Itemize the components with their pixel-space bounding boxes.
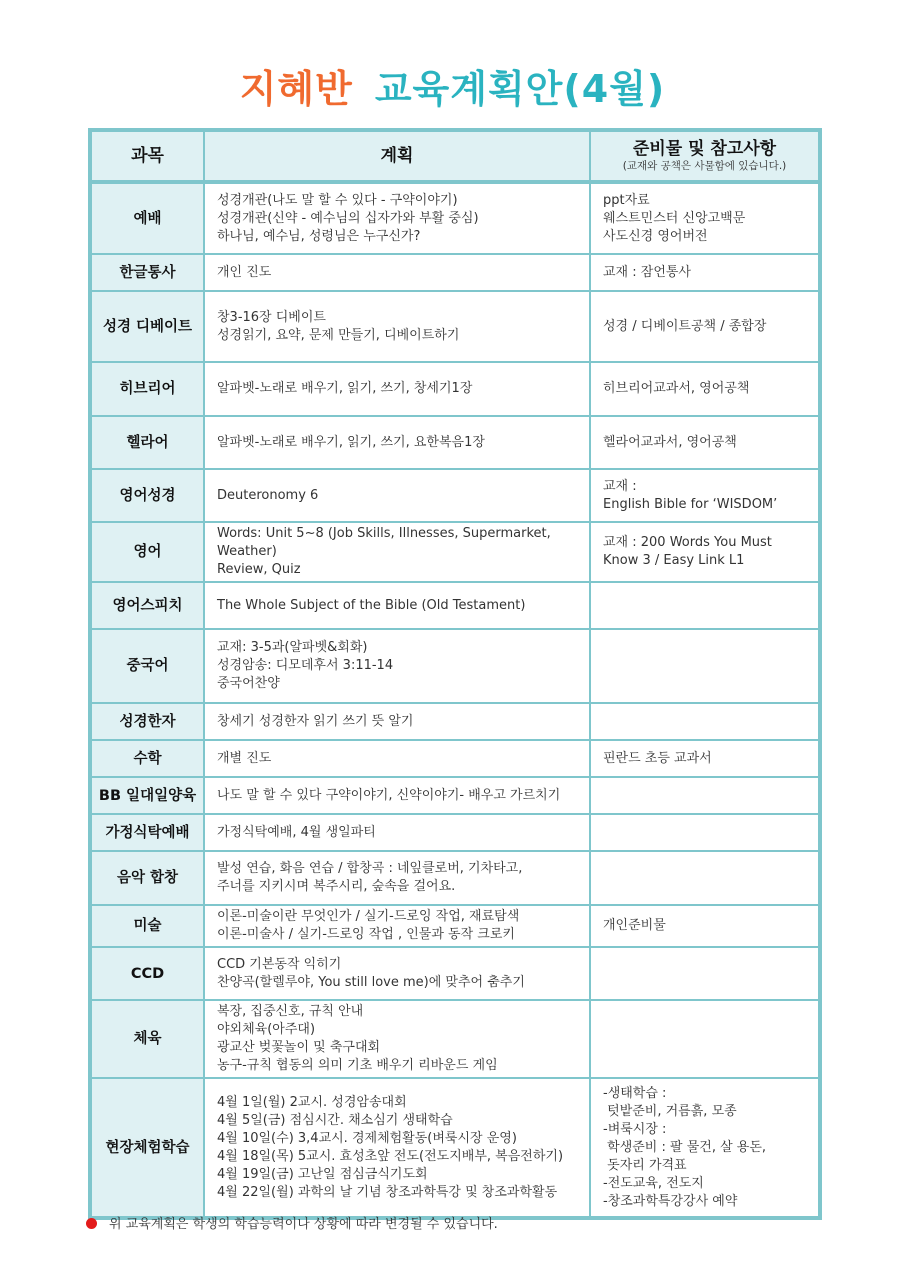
- plan-line: 광교산 벚꽃놀이 및 축구대회: [217, 1040, 381, 1055]
- subject-cell: 헬라어: [90, 416, 204, 469]
- notes-cell: [590, 182, 820, 254]
- plan-line: 가정식탁예배, 4월 생일파티: [217, 824, 376, 840]
- notes-cell: [590, 740, 820, 777]
- plan-cell: [204, 1078, 590, 1218]
- plan-line: 성경개관(나도 말 할 수 있다 - 구약이야기): [217, 192, 458, 208]
- table-body: [90, 182, 820, 1218]
- subject-cell: BB 일대일양육: [90, 777, 204, 814]
- table-row: [90, 1078, 820, 1218]
- notes-cell: [590, 703, 820, 740]
- plan-cell: [204, 582, 590, 629]
- plan-line: 성경읽기, 요약, 문제 만들기, 디베이트하기: [217, 327, 460, 343]
- table-row: [90, 851, 820, 905]
- education-plan-table: [88, 128, 822, 1220]
- notes-line: -전도교육, 전도지: [603, 1175, 704, 1191]
- notes-cell: [590, 362, 820, 416]
- notes-line: Know 3 / Easy Link L1: [603, 553, 745, 568]
- subject-cell: 영어스피치: [90, 582, 204, 629]
- plan-line: 4월 1일(월) 2교시. 성경암송대회: [217, 1094, 407, 1110]
- table-row: [90, 362, 820, 416]
- plan-line: 4월 5일(금) 점심시간. 채소심기 생태학습: [217, 1112, 453, 1128]
- plan-cell: [204, 703, 590, 740]
- plan-cell: [204, 1000, 590, 1078]
- notes-line: -벼룩시장 :: [603, 1121, 667, 1137]
- page-title: [0, 58, 905, 113]
- plan-line: 나도 말 할 수 있다 구약이야기, 신약이야기- 배우고 가르치기: [217, 787, 561, 803]
- header-plan: 계획: [204, 130, 590, 182]
- plan-cell: [204, 905, 590, 947]
- plan-line: 4월 19일(금) 고난일 점심금식기도회: [217, 1166, 428, 1182]
- plan-line: CCD 기본동작 익히기: [217, 956, 342, 972]
- plan-line: 알파벳-노래로 배우기, 읽기, 쓰기, 창세기1장: [217, 381, 473, 396]
- plan-line: 중국어찬양: [217, 676, 280, 691]
- subject-cell: 체육: [90, 1000, 204, 1078]
- plan-cell: [204, 362, 590, 416]
- notes-cell: [590, 1000, 820, 1078]
- table-row: [90, 703, 820, 740]
- footer-note: [86, 1213, 498, 1232]
- plan-line: The Whole Subject of the Bible (Old Testament): [217, 597, 526, 613]
- plan-cell: [204, 291, 590, 362]
- table-row: [90, 947, 820, 1000]
- subject-cell: 미술: [90, 905, 204, 947]
- plan-line: 하나님, 예수님, 성령님은 누구신가?: [217, 228, 421, 244]
- plan-line: Weather): [217, 544, 277, 559]
- plan-cell: [204, 947, 590, 1000]
- subject-cell: CCD: [90, 947, 204, 1000]
- plan-line: 4월 18일(목) 5교시. 효성초앞 전도(전도지배부, 복음전하기): [217, 1148, 564, 1164]
- subject-cell: 영어: [90, 522, 204, 582]
- table-row: [90, 416, 820, 469]
- plan-line: 찬양곡(할렐루야, You still love me)에 맞추어 춤추기: [217, 974, 525, 990]
- plan-line: 야외체육(아주대): [217, 1022, 316, 1037]
- notes-line: -창조과학특강강사 예약: [603, 1193, 738, 1209]
- footer-text: 위 교육계획은 학생의 학습능력이나 상황에 따라 변경될 수 있습니다.: [109, 1217, 498, 1232]
- plan-cell: [204, 182, 590, 254]
- subject-cell: 성경 디베이트: [90, 291, 204, 362]
- subject-cell: 가정식탁예배: [90, 814, 204, 851]
- table-row: [90, 740, 820, 777]
- plan-line: 성경개관(신약 - 예수님의 십자가와 부활 중심): [217, 210, 479, 226]
- subject-cell: 중국어: [90, 629, 204, 703]
- notes-cell: [590, 947, 820, 1000]
- plan-cell: [204, 814, 590, 851]
- notes-cell: [590, 777, 820, 814]
- notes-cell: [590, 522, 820, 582]
- notes-line: 핀란드 초등 교과서: [603, 750, 712, 766]
- red-bullet-icon: [86, 1218, 97, 1229]
- plan-cell: [204, 777, 590, 814]
- notes-line: 웨스트민스터 신앙고백문: [603, 210, 746, 226]
- subject-cell: 음악 합창: [90, 851, 204, 905]
- table-row: [90, 905, 820, 947]
- plan-line: 주너를 지키시며 복주시리, 숲속을 걸어요.: [217, 879, 456, 894]
- plan-cell: [204, 851, 590, 905]
- notes-line: 돗자리 가격표: [603, 1157, 687, 1173]
- table-row: [90, 814, 820, 851]
- notes-cell: [590, 469, 820, 522]
- notes-cell: [590, 851, 820, 905]
- notes-line: 학생준비 : 팔 물건, 살 용돈,: [603, 1139, 767, 1155]
- plan-cell: [204, 416, 590, 469]
- header-subject: 과목: [90, 130, 204, 182]
- plan-line: 4월 22일(월) 과학의 날 기념 창조과학특강 및 창조과학활동: [217, 1184, 558, 1200]
- plan-line: Review, Quiz: [217, 562, 301, 577]
- notes-line: 헬라어교과서, 영어공책: [603, 434, 737, 450]
- notes-line: -생태학습 :: [603, 1085, 667, 1101]
- subject-cell: 한글통사: [90, 254, 204, 291]
- plan-line: 개별 진도: [217, 750, 272, 766]
- plan-line: 알파벳-노래로 배우기, 읽기, 쓰기, 요한복음1장: [217, 434, 485, 450]
- title-plan: 교육계획안(4월): [374, 67, 666, 111]
- table-row: [90, 582, 820, 629]
- notes-line: 교재 : 잠언통사: [603, 264, 691, 280]
- table-row: [90, 777, 820, 814]
- plan-line: 발성 연습, 화음 연습 / 합창곡 : 네잎클로버, 기차타고,: [217, 861, 523, 876]
- table-row: [90, 522, 820, 582]
- notes-cell: [590, 291, 820, 362]
- notes-line: 교재 : 200 Words You Must: [603, 535, 772, 550]
- subject-cell: 예배: [90, 182, 204, 254]
- subject-cell: 히브리어: [90, 362, 204, 416]
- header-notes-title: 준비물 및 참고사항: [632, 139, 777, 159]
- notes-line: 사도신경 영어버전: [603, 228, 708, 244]
- plan-line: 교재: 3-5과(알파벳&회화): [217, 640, 368, 655]
- plan-line: 개인 진도: [217, 264, 272, 280]
- notes-line: 성경 / 디베이트공책 / 종합장: [603, 318, 767, 334]
- notes-cell: [590, 629, 820, 703]
- table-row: [90, 182, 820, 254]
- plan-line: Deuteronomy 6: [217, 487, 319, 503]
- notes-cell: [590, 1078, 820, 1218]
- plan-cell: [204, 522, 590, 582]
- header-notes-subtitle: (교재와 공책은 사물함에 있습니다.): [622, 160, 787, 172]
- plan-cell: [204, 740, 590, 777]
- notes-cell: [590, 814, 820, 851]
- plan-cell: [204, 469, 590, 522]
- subject-cell: 현장체험학습: [90, 1078, 204, 1218]
- notes-line: 개인준비물: [603, 918, 666, 933]
- table-header-row: [90, 130, 820, 182]
- plan-cell: [204, 254, 590, 291]
- plan-line: 이론-미술이란 무엇인가 / 실기-드로잉 작업, 재료탐색: [217, 909, 520, 924]
- notes-cell: [590, 416, 820, 469]
- table-row: [90, 254, 820, 291]
- table-row: [90, 291, 820, 362]
- table-row: [90, 1000, 820, 1078]
- subject-cell: 영어성경: [90, 469, 204, 522]
- subject-cell: 성경한자: [90, 703, 204, 740]
- plan-line: 이론-미술사 / 실기-드로잉 작업 , 인물과 동작 크로키: [217, 927, 515, 942]
- notes-cell: [590, 905, 820, 947]
- notes-line: 텃밭준비, 거름흙, 모종: [603, 1103, 737, 1119]
- notes-line: English Bible for ‘WISDOM’: [603, 496, 778, 512]
- header-notes: [590, 130, 820, 182]
- notes-line: ppt자료: [603, 192, 650, 208]
- notes-line: 교재 :: [603, 478, 637, 494]
- plan-line: 농구-규칙 협동의 의미 기초 배우기 리바운드 게임: [217, 1058, 498, 1073]
- plan-line: 복장, 집중신호, 규칙 안내: [217, 1004, 364, 1019]
- table-row: [90, 629, 820, 703]
- notes-cell: [590, 254, 820, 291]
- subject-cell: 수학: [90, 740, 204, 777]
- plan-line: Words: Unit 5~8 (Job Skills, Illnesses, Supermarket,: [217, 526, 551, 541]
- plan-line: 창3-16장 디베이트: [217, 309, 326, 325]
- table-row: [90, 469, 820, 522]
- plan-cell: [204, 629, 590, 703]
- notes-line: 히브리어교과서, 영어공책: [603, 381, 750, 396]
- plan-line: 창세기 성경한자 읽기 쓰기 뜻 알기: [217, 713, 414, 729]
- notes-cell: [590, 582, 820, 629]
- plan-line: 성경암송: 디모데후서 3:11-14: [217, 658, 394, 673]
- title-class-name: 지혜반: [239, 67, 353, 111]
- plan-line: 4월 10일(수) 3,4교시. 경제체험활동(벼룩시장 운영): [217, 1130, 517, 1146]
